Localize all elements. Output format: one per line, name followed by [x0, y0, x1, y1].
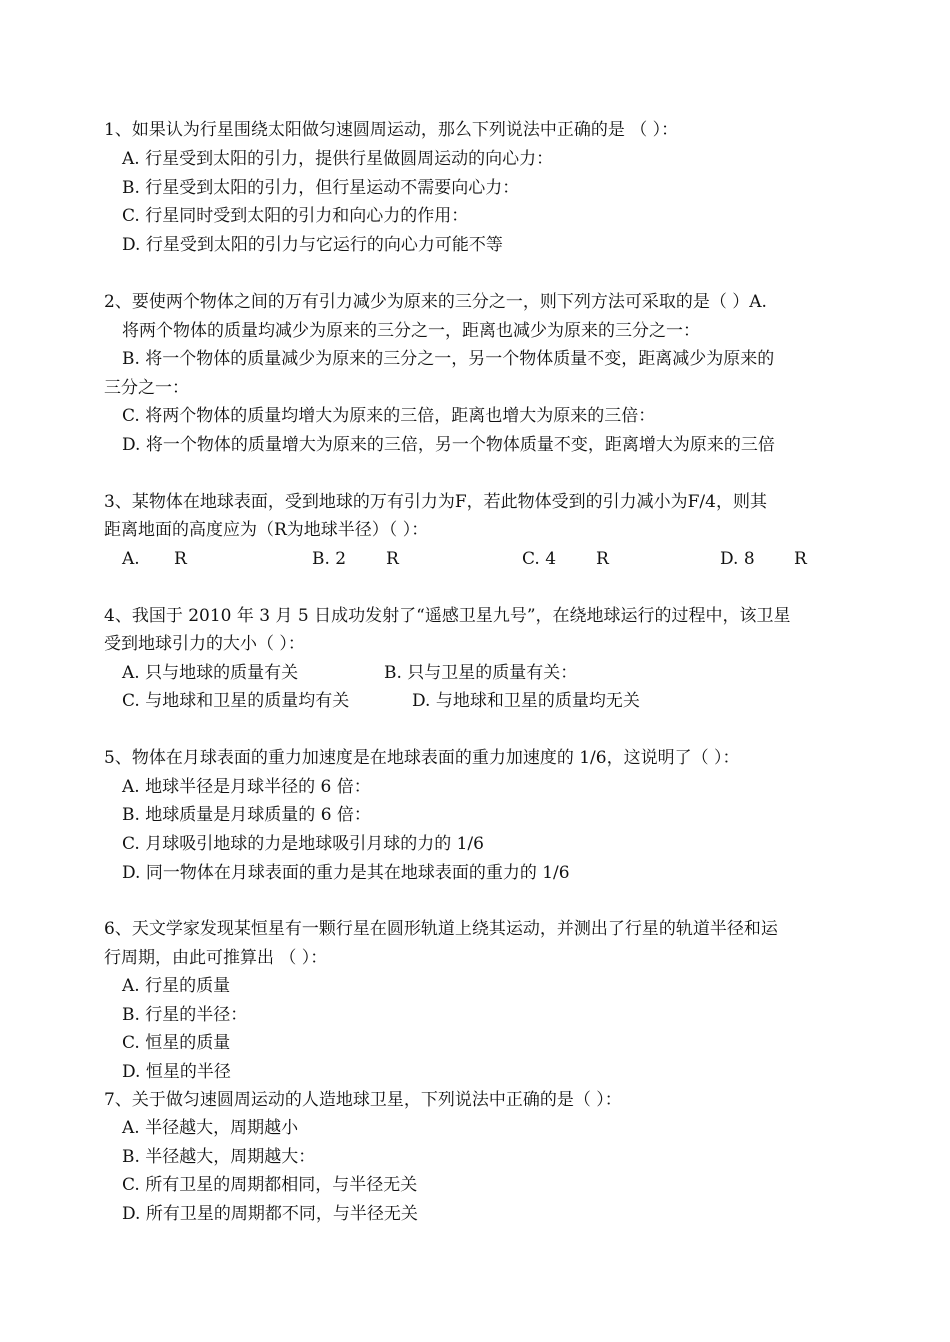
q4-stem-line-1: 4、我国于 2010 年 3 月 5 日成功发射了“遥感卫星九号”，在绕地球运行的过程中，该卫星: [104, 606, 791, 626]
q1-option-c: C. 行星同时受到太阳的引力和向心力的作用：: [122, 206, 469, 226]
q5-stem: 5、物体在月球表面的重力加速度是在地球表面的重力加速度的 1/6，这说明了（ ）：: [104, 748, 740, 768]
q3-option-b-label: B. 2: [312, 549, 347, 569]
q2-option-b: B. 将一个物体的质量减少为原来的三分之一，另一个物体质量不变，距离减少为原来的: [122, 349, 775, 369]
q2-option-d: D. 将一个物体的质量增大为原来的三倍，另一个物体质量不变，距离增大为原来的三倍: [122, 435, 775, 455]
q5-option-a: A. 地球半径是月球半径的 6 倍：: [122, 777, 371, 797]
q3-option-a-value: R: [174, 549, 187, 569]
q2-option-c: C. 将两个物体的质量均增大为原来的三倍，距离也增大为原来的三倍：: [122, 406, 656, 426]
q7-stem: 7、关于做匀速圆周运动的人造地球卫星，下列说法中正确的是（ ）：: [104, 1090, 622, 1110]
q6-option-a: A. 行星的质量: [122, 976, 231, 996]
q5-option-c: C. 月球吸引地球的力是地球吸引月球的力的 1/6: [122, 834, 484, 854]
q6-option-c: C. 恒星的质量: [122, 1033, 231, 1053]
q4-option-b: B. 只与卫星的质量有关：: [384, 663, 578, 683]
q1-stem: 1、如果认为行星围绕太阳做匀速圆周运动，那么下列说法中正确的是 （ ）：: [104, 120, 679, 140]
q3-option-a-label: A.: [122, 549, 140, 569]
q4-stem-line-2: 受到地球引力的大小（ ）：: [104, 634, 305, 654]
q4-option-d: D. 与地球和卫星的质量均无关: [412, 691, 640, 711]
q2-option-b-cont: 三分之一：: [104, 378, 189, 398]
q1-option-b: B. 行星受到太阳的引力，但行星运动不需要向心力：: [122, 178, 520, 198]
q3-option-c-value: R: [596, 549, 609, 569]
q3-option-d-label: D. 8: [720, 549, 755, 569]
q7-option-b: B. 半径越大，周期越大：: [122, 1147, 316, 1167]
q7-option-d: D. 所有卫星的周期都不同，与半径无关: [122, 1204, 418, 1224]
q5-option-d: D. 同一物体在月球表面的重力是其在地球表面的重力的 1/6: [122, 863, 570, 883]
q5-option-b: B. 地球质量是月球质量的 6 倍：: [122, 805, 371, 825]
q6-option-d: D. 恒星的半径: [122, 1062, 231, 1082]
q3-option-d-value: R: [794, 549, 807, 569]
q7-option-a: A. 半径越大，周期越小: [122, 1118, 299, 1138]
q3-stem-line-2: 距离地面的高度应为（R为地球半径）（ ）：: [104, 520, 429, 540]
q6-stem-line-2: 行周期，由此可推算出 （ ）：: [104, 948, 328, 968]
q7-option-c: C. 所有卫星的周期都相同，与半径无关: [122, 1175, 418, 1195]
q4-option-a: A. 只与地球的质量有关: [122, 663, 299, 683]
q1-option-a: A. 行星受到太阳的引力，提供行星做圆周运动的向心力：: [122, 149, 554, 169]
q4-option-c: C. 与地球和卫星的质量均有关: [122, 691, 350, 711]
q2-stem-line-1: 2、要使两个物体之间的万有引力减少为原来的三分之一，则下列方法可采取的是（ ）A.: [104, 292, 767, 312]
q3-option-c-label: C. 4: [522, 549, 557, 569]
q3-stem-line-1: 3、某物体在地球表面，受到地球的万有引力为F，若此物体受到的引力减小为F/4，则其: [104, 492, 767, 512]
q6-option-b: B. 行星的半径：: [122, 1005, 248, 1025]
q2-option-a: 将两个物体的质量均减少为原来的三分之一，距离也减少为原来的三分之一：: [122, 321, 700, 341]
q1-option-d: D. 行星受到太阳的引力与它运行的向心力可能不等: [122, 235, 503, 255]
q3-option-b-value: R: [386, 549, 399, 569]
q6-stem-line-1: 6、天文学家发现某恒星有一颗行星在圆形轨道上绕其运动，并测出了行星的轨道半径和运: [104, 919, 778, 939]
